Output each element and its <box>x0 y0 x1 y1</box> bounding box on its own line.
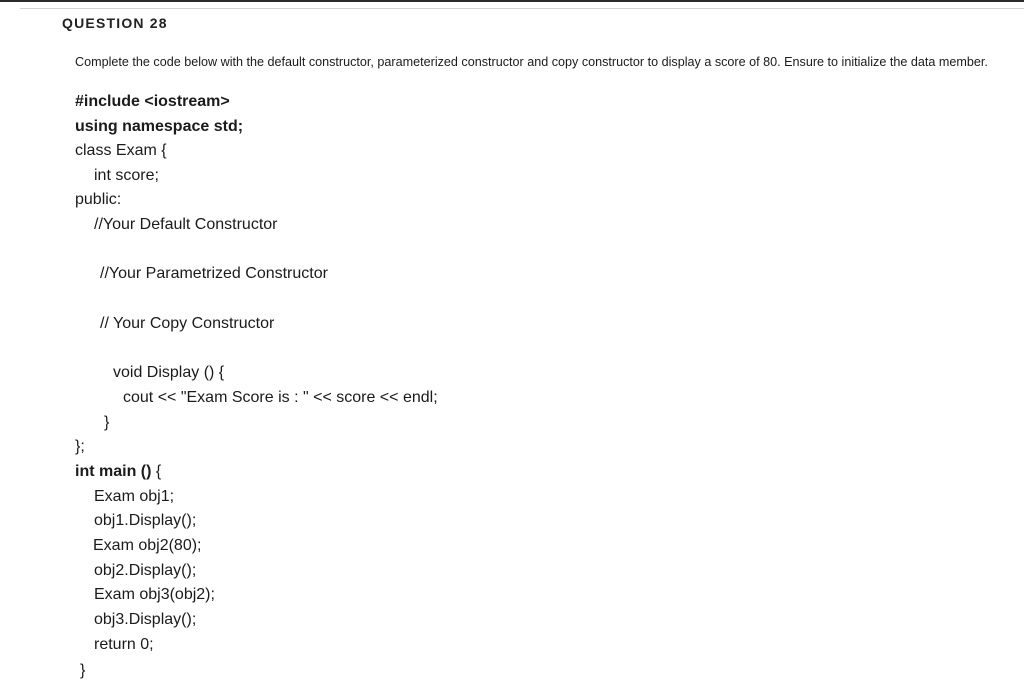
code-line-obj1-display: obj1.Display(); <box>94 512 197 529</box>
code-line-public: public: <box>75 191 122 208</box>
top-divider <box>0 0 1024 2</box>
code-comment-copy: // Your Copy Constructor <box>100 315 275 332</box>
code-line-class-close: }; <box>75 438 85 455</box>
code-line-include: #include <iostream> <box>75 93 230 110</box>
code-line-return: return 0; <box>94 636 154 653</box>
code-line-member: int score; <box>94 167 159 184</box>
code-line-obj1: Exam obj1; <box>94 488 175 505</box>
question-title: QUESTION 28 <box>62 15 168 31</box>
code-line-obj2: Exam obj2(80); <box>93 537 202 554</box>
main-open-brace: { <box>151 463 162 480</box>
code-line-main-close: } <box>80 662 86 679</box>
main-signature: int main () <box>75 463 152 480</box>
code-comment-param: //Your Parametrized Constructor <box>100 265 328 282</box>
code-line-class-decl: class Exam { <box>75 142 167 159</box>
code-line-display-decl: void Display () { <box>113 364 225 381</box>
question-prompt: Complete the code below with the default constructor, parameterized constructor and copy constructor to display a score of 80. Ensure to initialize the data member. <box>75 55 988 69</box>
code-line-obj3-display: obj3.Display(); <box>94 611 197 628</box>
code-line-main-decl <box>75 462 161 482</box>
code-line-display-body: cout << "Exam Score is : " << score << endl; <box>123 389 438 406</box>
code-line-display-close: } <box>104 414 110 431</box>
code-line-using: using namespace std; <box>75 118 244 135</box>
header-divider <box>20 8 1024 9</box>
code-comment-default: //Your Default Constructor <box>94 216 278 233</box>
code-line-obj2-display: obj2.Display(); <box>94 562 197 579</box>
code-line-obj3: Exam obj3(obj2); <box>94 586 215 603</box>
